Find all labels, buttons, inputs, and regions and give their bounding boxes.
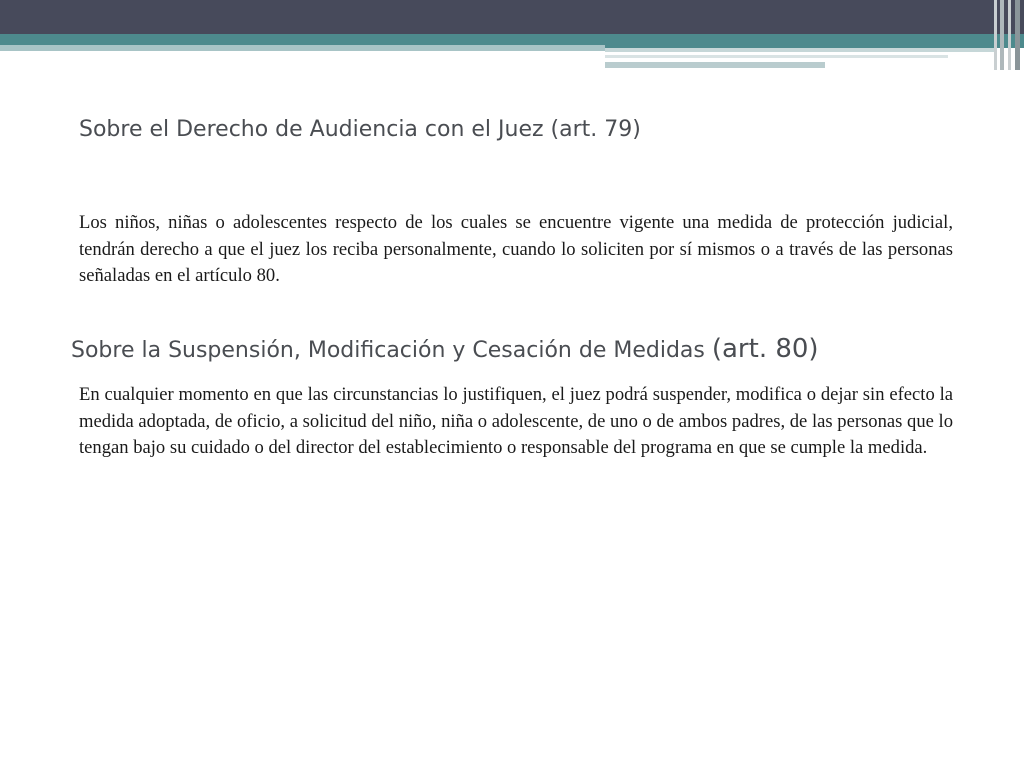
section-heading-suspension xyxy=(71,334,819,364)
header-rail xyxy=(994,0,997,70)
header-rail xyxy=(1000,0,1004,70)
slide-header-light-band xyxy=(0,45,605,51)
section-heading-audiencia: Sobre el Derecho de Audiencia con el Juez (art. 79) xyxy=(79,117,641,142)
section-body-audiencia: Los niños, niñas o adolescentes respecto de los cuales se encuentre vigente una medida de protección judicial, tendrán derecho a que el juez los reciba personalmente, cuando lo soliciten por sí mismos o a través de las personas señaladas en el artículo 80. xyxy=(79,212,953,286)
header-accent-strip xyxy=(605,55,948,58)
section-heading-suspension-main: Sobre la Suspensión, Modificación y Cesación de Medidas xyxy=(71,338,712,363)
section-body-suspension: En cualquier momento en que las circunstancias lo justifiquen, el juez podrá suspender, modifica o dejar sin efecto la medida adoptada, de oficio, a solicitud del niño, niña o adolescente, de uno o de ambos padres, de las personas que lo tengan bajo su cuidado o del director del establecimiento o responsable del programa en que se cumple la medida. xyxy=(79,384,953,458)
header-rail xyxy=(1008,0,1011,70)
section-heading-suspension-article-ref: (art. 80) xyxy=(711,334,819,364)
header-accent-strip xyxy=(605,48,995,52)
header-accent-strip xyxy=(605,62,825,68)
header-rail xyxy=(1015,0,1020,70)
slide-header-bar xyxy=(0,0,1024,34)
